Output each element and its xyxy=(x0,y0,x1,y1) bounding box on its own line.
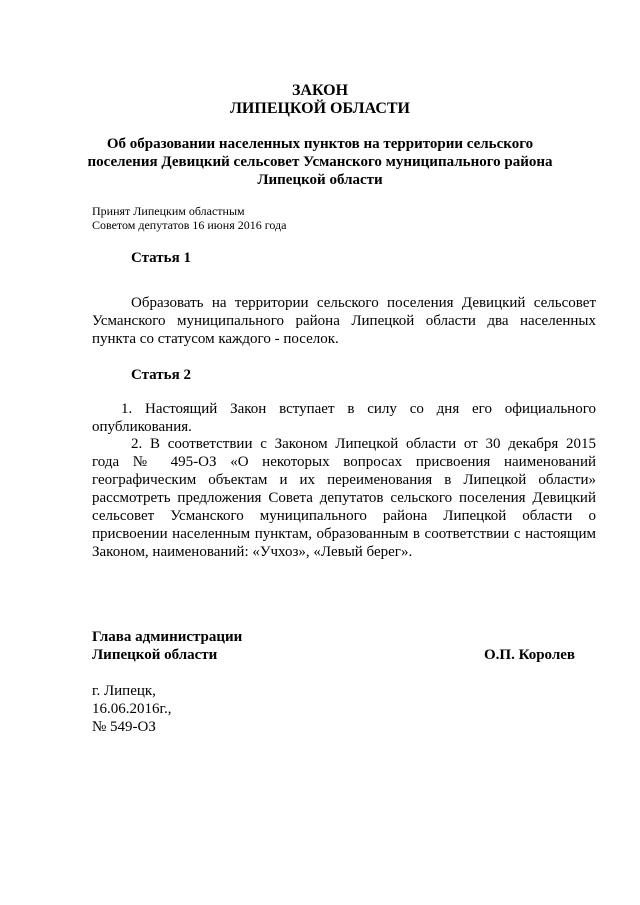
law-title: ЗАКОН xyxy=(291,82,349,99)
article-1-line: пункта со статусом каждого - поселок. xyxy=(92,331,339,347)
article-2-item-2-line: года № 495-ОЗ «О некоторых вопросах присвоения наименований xyxy=(92,454,596,470)
signing-date: 16.06.2016г., xyxy=(92,701,172,717)
article-2-item-2-line: географическим объектам и их переименования в Липецкой области» xyxy=(92,472,596,488)
article-1-line: Усманского муниципального района Липецкой области два населенных xyxy=(92,313,596,329)
adoption-note-line: Принят Липецким областным xyxy=(92,204,245,218)
law-region-title: ЛИПЕЦКОЙ ОБЛАСТИ xyxy=(230,100,410,117)
article-1-heading: Статья 1 xyxy=(131,250,191,266)
article-2-item-2-line: присвоении населенным пунктам, образованным в соответствии с настоящим xyxy=(92,526,596,542)
law-subject-line: Липецкой области xyxy=(257,172,383,188)
place-of-signing: г. Липецк, xyxy=(92,683,156,699)
article-2-item-2-line: 2. В соответствии с Законом Липецкой области от 30 декабря 2015 xyxy=(131,436,596,452)
law-subject-line: Об образовании населенных пунктов на территории сельского xyxy=(106,136,534,152)
article-2-item-1-line: опубликования. xyxy=(92,419,192,435)
law-number: № 549-ОЗ xyxy=(92,719,156,735)
article-2-item-2-line: сельсовет Усманского муниципального района Липецкой области о xyxy=(92,508,596,524)
article-1-line: Образовать на территории сельского поселения Девицкий сельсовет xyxy=(131,295,596,311)
signatory-name: О.П. Королев xyxy=(484,647,576,663)
signatory-position: Глава администрации xyxy=(92,629,243,645)
law-subject-line: поселения Девицкий сельсовет Усманского муниципального района xyxy=(87,154,553,170)
signatory-region: Липецкой области xyxy=(92,647,218,663)
article-2-heading: Статья 2 xyxy=(131,367,191,383)
article-2-item-1-line: 1. Настоящий Закон вступает в силу со дня его официального xyxy=(121,401,596,417)
article-2-item-2-line: рассмотреть предложения Совета депутатов сельского поселения Девицкий xyxy=(92,490,596,506)
article-2-item-2-line: Законом, наименований: «Учхоз», «Левый берег». xyxy=(92,544,413,560)
adoption-note-line: Советом депутатов 16 июня 2016 года xyxy=(92,218,287,232)
